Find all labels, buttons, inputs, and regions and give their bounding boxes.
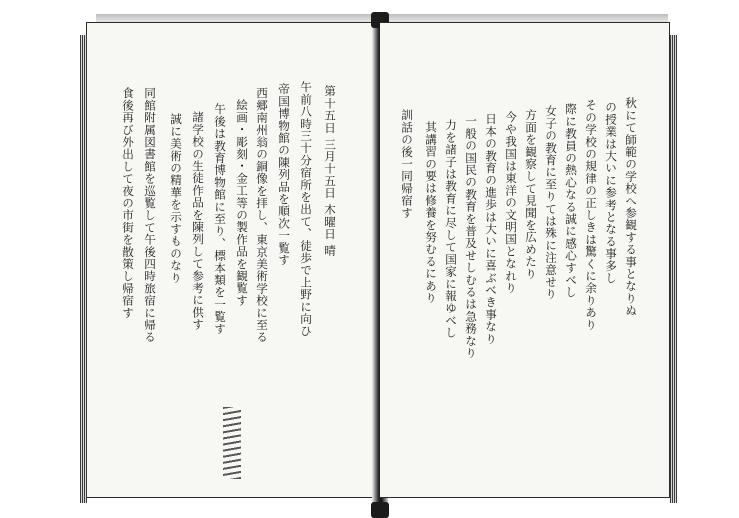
left-page-edges [80,35,87,503]
right-text-column: 日本の教育の進歩は大いに喜ぶべき事なり [484,113,498,345]
left-text-column: 午後は教育博物館に至り、標本類を一覧す [213,103,227,335]
right-text-column: 際に教員の熱心なる誠に感心すべし [564,103,578,299]
right-page [380,22,670,498]
right-text-column: 訓話の後一同帰宿す [400,109,414,219]
right-text-column: 一般の国民の教育を普及せしむるは急務なり [464,115,478,359]
right-page-edges [670,35,677,503]
left-page [86,22,378,498]
left-text-column: 帝国博物館の陳列品を順次一覧す [277,83,291,266]
left-text-column: 食後再び外出して夜の市街を散策し帰宿す [121,87,135,319]
left-text-column: 午前八時三十分宿所を出て、徒歩で上野に向ひ [299,81,313,338]
open-book [86,14,678,508]
left-text-column: 西郷南州翁の銅像を拝し、東京美術学校に至る [255,87,269,344]
left-text-column: 絵画・彫刻・金工等の製作品を観覧す [235,99,249,307]
right-text-column: 方面を観察して見聞を広めたり [524,109,538,280]
right-text-column: 今や我国は東洋の文明国となれり [504,111,518,294]
right-text-column: 秋にて師範の学校へ参観する事となりぬ [624,97,638,317]
right-text-column: の授業は大いに参考となる事多し [604,101,618,284]
diary-date-heading: 第十五日 三月十五日 木曜日 晴 [323,85,337,257]
right-text-column: 其講習の要は修養を努むるにあり [424,121,438,304]
left-text-column: 諸学校の生徒作品を陳列して参考に供す [191,111,205,331]
left-text-column: 同館附属図書館を巡覧して午後四時旅宿に帰る [143,87,157,344]
right-text-column: その学校の規律の正しきは驚くに余りあり [584,99,598,331]
right-text-column: 女子の教育に至りては殊に注意せり [544,105,558,301]
left-text-column: 誠に美術の精華を示すものなり [169,113,183,284]
right-text-column: 力を諸子は教育に尽して国家に報ゆべし [444,119,458,339]
handwritten-signature [223,407,241,479]
binding-clip-bottom [371,502,389,518]
